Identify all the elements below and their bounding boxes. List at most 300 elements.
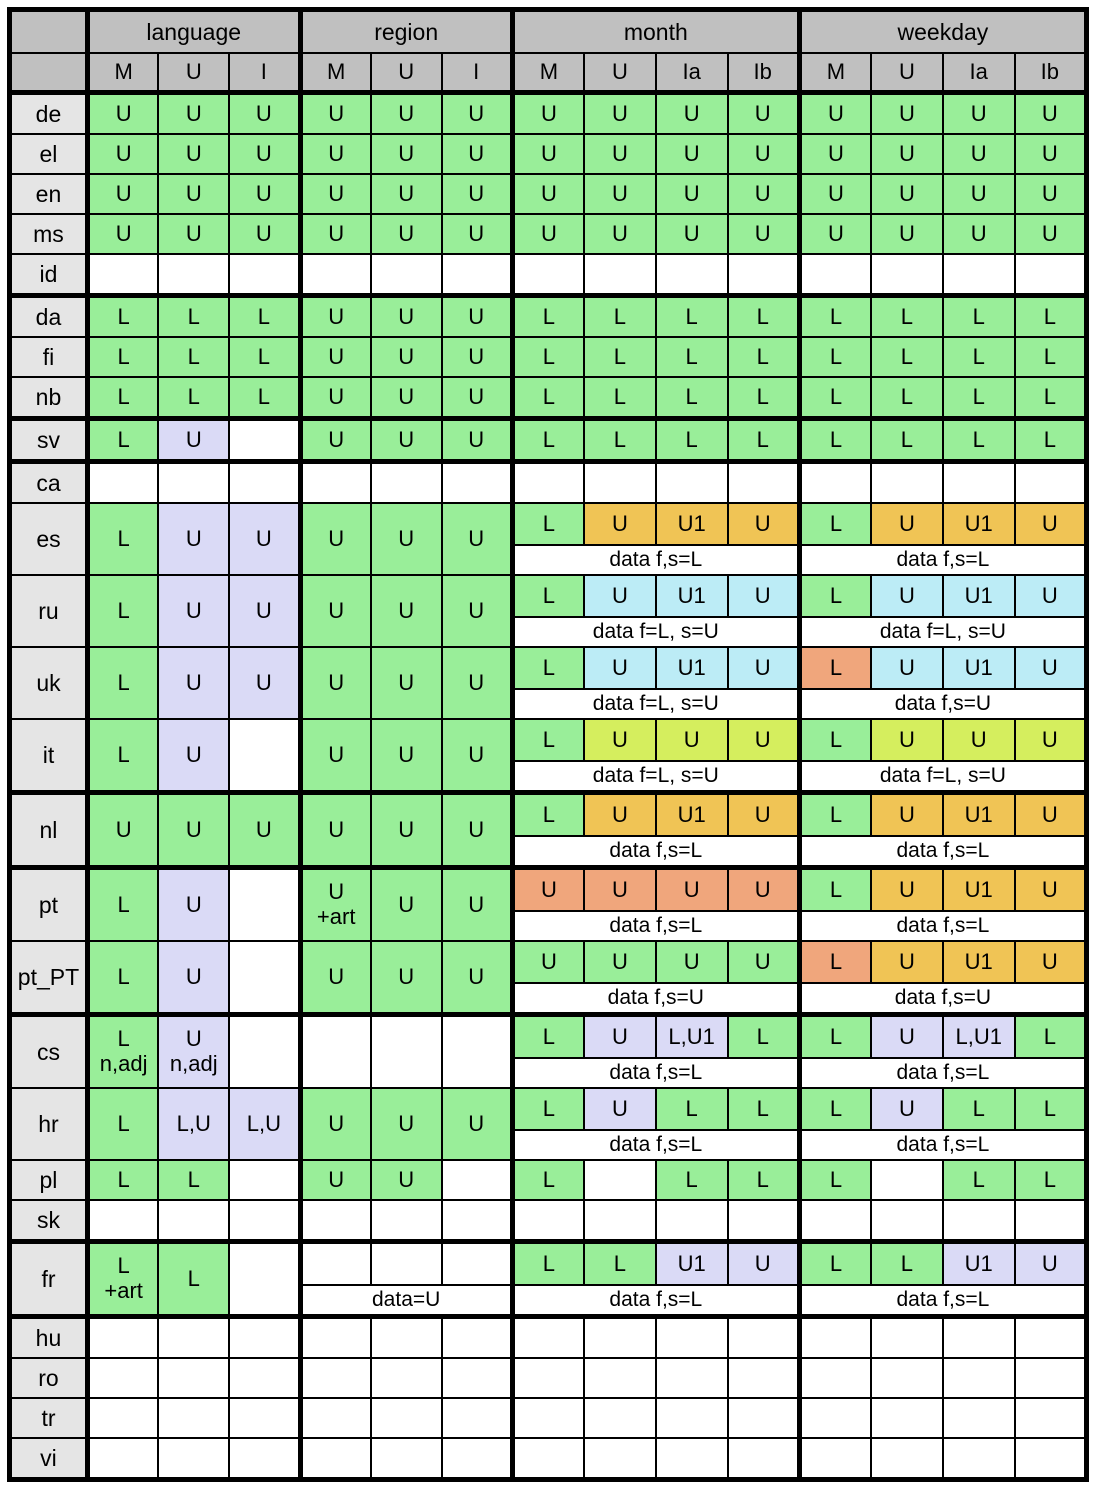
cell-ro-month-Ib xyxy=(728,1358,800,1398)
cell-el-month-Ib: U xyxy=(728,134,800,174)
cell-nl-region-I: U xyxy=(442,793,513,868)
cell-it-month-Ia: U xyxy=(656,719,728,761)
corner-cell xyxy=(10,10,88,54)
cell-da-language-U: L xyxy=(158,296,229,338)
cell-ms-month-M: U xyxy=(512,214,584,254)
cell-hu-region-I xyxy=(442,1317,513,1359)
cell-pt_PT-region-I: U xyxy=(442,941,513,1015)
note-hr-weekday: data f,s=L xyxy=(799,1130,1086,1160)
cell-el-language-I: U xyxy=(229,134,300,174)
cell-pt_PT-weekday-U: U xyxy=(871,941,943,983)
cell-pl-month-Ia: L xyxy=(656,1160,728,1200)
cell-da-month-M: L xyxy=(512,296,584,338)
col-header-language-M: M xyxy=(87,53,158,93)
cell-sv-weekday-Ib: L xyxy=(1015,419,1087,462)
table-row-fr xyxy=(10,1242,1087,1286)
group-header-language: language xyxy=(87,10,300,54)
cell-ru-weekday-Ib: U xyxy=(1015,575,1087,617)
table-row-ro xyxy=(10,1358,1087,1398)
note-fr-weekday: data f,s=L xyxy=(799,1285,1086,1317)
note-fr-month: data f,s=L xyxy=(512,1285,799,1317)
cell-uk-month-Ib: U xyxy=(728,647,800,689)
cell-pt_PT-weekday-M: L xyxy=(799,941,871,983)
cell-nb-language-I: L xyxy=(229,377,300,419)
cell-uk-month-U: U xyxy=(584,647,656,689)
col-header-weekday-M: M xyxy=(799,53,871,93)
cell-fi-language-U: L xyxy=(158,337,229,377)
cell-id-month-M xyxy=(512,254,584,296)
cell-ro-language-M xyxy=(87,1358,158,1398)
cell-nb-weekday-Ib: L xyxy=(1015,377,1087,419)
col-header-region-U: U xyxy=(371,53,442,93)
cell-pt-weekday-M: L xyxy=(799,868,871,912)
cell-fi-weekday-Ia: L xyxy=(943,337,1015,377)
cell-it-month-U: U xyxy=(584,719,656,761)
cell-hu-month-M xyxy=(512,1317,584,1359)
cell-uk-weekday-M: L xyxy=(799,647,871,689)
cell-fr-weekday-U: L xyxy=(871,1242,943,1286)
cell-da-month-Ib: L xyxy=(728,296,800,338)
cell-fr-weekday-Ib: U xyxy=(1015,1242,1087,1286)
cell-en-month-U: U xyxy=(584,174,656,214)
cell-sv-month-Ib: L xyxy=(728,419,800,462)
cell-ro-weekday-Ib xyxy=(1015,1358,1087,1398)
cell-vi-region-U xyxy=(371,1438,442,1480)
cell-hr-month-Ib: L xyxy=(728,1088,800,1130)
cell-es-month-M: L xyxy=(512,503,584,545)
cell-sv-language-U: U xyxy=(158,419,229,462)
cell-it-weekday-U: U xyxy=(871,719,943,761)
cell-ru-month-M: L xyxy=(512,575,584,617)
cell-de-language-U: U xyxy=(158,93,229,135)
cell-sv-weekday-U: L xyxy=(871,419,943,462)
cell-fr-region-U xyxy=(371,1242,442,1286)
cell-sk-weekday-Ia xyxy=(943,1200,1015,1242)
cell-pt-language-U: U xyxy=(158,868,229,942)
cell-pt_PT-language-I xyxy=(229,941,300,1015)
cell-it-month-M: L xyxy=(512,719,584,761)
cell-de-region-M: U xyxy=(300,93,371,135)
cell-el-region-U: U xyxy=(371,134,442,174)
cell-it-month-Ib: U xyxy=(728,719,800,761)
cell-it-region-U: U xyxy=(371,719,442,793)
col-header-weekday-Ia: Ia xyxy=(943,53,1015,93)
cell-fr-month-M: L xyxy=(512,1242,584,1286)
note-fr-region: data=U xyxy=(300,1285,512,1317)
cell-uk-weekday-Ia: U1 xyxy=(943,647,1015,689)
cell-ru-region-I: U xyxy=(442,575,513,647)
cell-de-month-M: U xyxy=(512,93,584,135)
cell-ca-weekday-Ia xyxy=(943,462,1015,504)
cell-id-region-M xyxy=(300,254,371,296)
cell-en-region-U: U xyxy=(371,174,442,214)
group-header-month: month xyxy=(512,10,799,54)
language-format-matrix xyxy=(7,7,1089,1482)
cell-fi-weekday-M: L xyxy=(799,337,871,377)
cell-el-month-M: U xyxy=(512,134,584,174)
cell-sk-region-M xyxy=(300,1200,371,1242)
cell-fr-month-Ia: U1 xyxy=(656,1242,728,1286)
cell-ca-language-I xyxy=(229,462,300,504)
cell-vi-weekday-Ia xyxy=(943,1438,1015,1480)
cell-fi-month-M: L xyxy=(512,337,584,377)
cell-pt-weekday-U: U xyxy=(871,868,943,912)
cell-vi-month-Ia xyxy=(656,1438,728,1480)
note-it-weekday: data f=L, s=U xyxy=(799,761,1086,793)
cell-ms-region-U: U xyxy=(371,214,442,254)
cell-ro-language-U xyxy=(158,1358,229,1398)
cell-el-language-U: U xyxy=(158,134,229,174)
cell-el-region-M: U xyxy=(300,134,371,174)
cell-fr-month-U: L xyxy=(584,1242,656,1286)
cell-sv-month-M: L xyxy=(512,419,584,462)
row-label-sk: sk xyxy=(10,1200,88,1242)
cell-hr-month-M: L xyxy=(512,1088,584,1130)
cell-fr-weekday-Ia: U1 xyxy=(943,1242,1015,1286)
col-header-month-M: M xyxy=(512,53,584,93)
cell-fi-month-Ib: L xyxy=(728,337,800,377)
cell-uk-month-M: L xyxy=(512,647,584,689)
table-row-fi xyxy=(10,337,1087,377)
cell-de-month-U: U xyxy=(584,93,656,135)
cell-id-weekday-Ib xyxy=(1015,254,1087,296)
row-label-nb: nb xyxy=(10,377,88,419)
cell-hu-weekday-Ia xyxy=(943,1317,1015,1359)
cell-da-weekday-U: L xyxy=(871,296,943,338)
cell-es-month-U: U xyxy=(584,503,656,545)
cell-es-weekday-M: L xyxy=(799,503,871,545)
cell-cs-region-I xyxy=(442,1015,513,1089)
cell-en-language-M: U xyxy=(87,174,158,214)
cell-ms-language-U: U xyxy=(158,214,229,254)
cell-id-month-U xyxy=(584,254,656,296)
cell-pl-region-I xyxy=(442,1160,513,1200)
cell-cs-weekday-Ia: L,U1 xyxy=(943,1015,1015,1059)
cell-es-month-Ib: U xyxy=(728,503,800,545)
cell-es-region-U: U xyxy=(371,503,442,575)
cell-pt-month-M: U xyxy=(512,868,584,912)
cell-sk-language-M xyxy=(87,1200,158,1242)
table-row-cs xyxy=(10,1015,1087,1059)
table-row-it xyxy=(10,719,1087,761)
cell-hu-weekday-Ib xyxy=(1015,1317,1087,1359)
cell-sk-language-I xyxy=(229,1200,300,1242)
cell-pl-month-U xyxy=(584,1160,656,1200)
row-label-de: de xyxy=(10,93,88,135)
table-row-tr xyxy=(10,1398,1087,1438)
cell-pl-weekday-Ia: L xyxy=(943,1160,1015,1200)
row-label-it: it xyxy=(10,719,88,793)
row-label-fi: fi xyxy=(10,337,88,377)
row-label-en: en xyxy=(10,174,88,214)
cell-fr-region-I xyxy=(442,1242,513,1286)
cell-cs-language-I xyxy=(229,1015,300,1089)
cell-hr-region-M: U xyxy=(300,1088,371,1160)
table-row-sv xyxy=(10,419,1087,462)
cell-cs-month-U: U xyxy=(584,1015,656,1059)
table-row-nb xyxy=(10,377,1087,419)
cell-cs-language-U: U n,adj xyxy=(158,1015,229,1089)
cell-sv-language-I xyxy=(229,419,300,462)
cell-de-weekday-Ib: U xyxy=(1015,93,1087,135)
cell-fi-region-M: U xyxy=(300,337,371,377)
cell-ro-region-U xyxy=(371,1358,442,1398)
cell-tr-region-U xyxy=(371,1398,442,1438)
cell-pt_PT-month-M: U xyxy=(512,941,584,983)
cell-pl-region-U: U xyxy=(371,1160,442,1200)
cell-el-weekday-Ib: U xyxy=(1015,134,1087,174)
cell-ca-month-M xyxy=(512,462,584,504)
table-row-uk xyxy=(10,647,1087,689)
table-row-hu xyxy=(10,1317,1087,1359)
cell-tr-weekday-Ia xyxy=(943,1398,1015,1438)
cell-fr-region-M xyxy=(300,1242,371,1286)
cell-hr-language-U: L,U xyxy=(158,1088,229,1160)
cell-it-weekday-Ia: U xyxy=(943,719,1015,761)
cell-pt_PT-weekday-Ib: U xyxy=(1015,941,1087,983)
cell-sv-month-U: L xyxy=(584,419,656,462)
cell-ru-region-U: U xyxy=(371,575,442,647)
cell-tr-month-M xyxy=(512,1398,584,1438)
cell-it-language-U: U xyxy=(158,719,229,793)
cell-pt-region-M: U +art xyxy=(300,868,371,942)
table-row-ru xyxy=(10,575,1087,617)
cell-nb-language-M: L xyxy=(87,377,158,419)
cell-id-weekday-Ia xyxy=(943,254,1015,296)
note-pt_PT-weekday: data f,s=U xyxy=(799,983,1086,1015)
note-pt_PT-month: data f,s=U xyxy=(512,983,799,1015)
cell-es-month-Ia: U1 xyxy=(656,503,728,545)
note-pt-month: data f,s=L xyxy=(512,911,799,941)
cell-cs-month-Ib: L xyxy=(728,1015,800,1059)
cell-ca-month-Ib xyxy=(728,462,800,504)
cell-pt-weekday-Ia: U1 xyxy=(943,868,1015,912)
cell-ca-weekday-M xyxy=(799,462,871,504)
cell-es-language-I: U xyxy=(229,503,300,575)
cell-id-language-M xyxy=(87,254,158,296)
row-label-el: el xyxy=(10,134,88,174)
cell-ro-language-I xyxy=(229,1358,300,1398)
row-label-uk: uk xyxy=(10,647,88,719)
cell-ro-month-Ia xyxy=(656,1358,728,1398)
cell-it-region-M: U xyxy=(300,719,371,793)
cell-fi-region-I: U xyxy=(442,337,513,377)
cell-sv-region-U: U xyxy=(371,419,442,462)
cell-da-region-M: U xyxy=(300,296,371,338)
cell-uk-region-U: U xyxy=(371,647,442,719)
cell-da-month-Ia: L xyxy=(656,296,728,338)
cell-ms-language-M: U xyxy=(87,214,158,254)
cell-fi-month-U: L xyxy=(584,337,656,377)
cell-tr-language-I xyxy=(229,1398,300,1438)
row-label-da: da xyxy=(10,296,88,338)
cell-tr-region-I xyxy=(442,1398,513,1438)
cell-sk-weekday-M xyxy=(799,1200,871,1242)
note-es-month: data f,s=L xyxy=(512,545,799,575)
cell-en-language-I: U xyxy=(229,174,300,214)
cell-ro-weekday-M xyxy=(799,1358,871,1398)
cell-hu-month-Ia xyxy=(656,1317,728,1359)
col-header-weekday-Ib: Ib xyxy=(1015,53,1087,93)
cell-tr-month-Ia xyxy=(656,1398,728,1438)
note-es-weekday: data f,s=L xyxy=(799,545,1086,575)
cell-vi-region-I xyxy=(442,1438,513,1480)
group-header-weekday: weekday xyxy=(799,10,1086,54)
cell-uk-weekday-Ib: U xyxy=(1015,647,1087,689)
cell-pt-month-U: U xyxy=(584,868,656,912)
cell-cs-weekday-U: U xyxy=(871,1015,943,1059)
cell-es-language-M: L xyxy=(87,503,158,575)
cell-fr-language-M: L +art xyxy=(87,1242,158,1317)
cell-fr-language-I xyxy=(229,1242,300,1317)
row-label-ru: ru xyxy=(10,575,88,647)
cell-id-month-Ia xyxy=(656,254,728,296)
cell-vi-month-M xyxy=(512,1438,584,1480)
cell-de-weekday-U: U xyxy=(871,93,943,135)
cell-el-month-Ia: U xyxy=(656,134,728,174)
cell-en-month-Ia: U xyxy=(656,174,728,214)
cell-tr-region-M xyxy=(300,1398,371,1438)
row-label-hr: hr xyxy=(10,1088,88,1160)
cell-da-weekday-Ib: L xyxy=(1015,296,1087,338)
cell-ms-month-Ib: U xyxy=(728,214,800,254)
cell-tr-weekday-M xyxy=(799,1398,871,1438)
cell-pt_PT-month-U: U xyxy=(584,941,656,983)
cell-cs-region-M xyxy=(300,1015,371,1089)
cell-hu-language-M xyxy=(87,1317,158,1359)
col-header-month-Ib: Ib xyxy=(728,53,800,93)
table-row-el xyxy=(10,134,1087,174)
row-label-pt: pt xyxy=(10,868,88,942)
cell-hu-weekday-M xyxy=(799,1317,871,1359)
cell-ms-weekday-Ib: U xyxy=(1015,214,1087,254)
cell-pt-weekday-Ib: U xyxy=(1015,868,1087,912)
cell-el-region-I: U xyxy=(442,134,513,174)
cell-hu-language-I xyxy=(229,1317,300,1359)
table-row-de xyxy=(10,93,1087,135)
col-header-weekday-U: U xyxy=(871,53,943,93)
cell-vi-weekday-M xyxy=(799,1438,871,1480)
cell-ca-language-U xyxy=(158,462,229,504)
cell-ro-weekday-U xyxy=(871,1358,943,1398)
cell-el-language-M: U xyxy=(87,134,158,174)
cell-nl-month-M: L xyxy=(512,793,584,837)
row-label-ms: ms xyxy=(10,214,88,254)
cell-ca-month-Ia xyxy=(656,462,728,504)
table-row-pl xyxy=(10,1160,1087,1200)
cell-sk-month-U xyxy=(584,1200,656,1242)
cell-pl-language-U: L xyxy=(158,1160,229,1200)
cell-pt-region-I: U xyxy=(442,868,513,942)
table-row-sk xyxy=(10,1200,1087,1242)
cell-sk-language-U xyxy=(158,1200,229,1242)
cell-da-region-U: U xyxy=(371,296,442,338)
cell-ms-weekday-M: U xyxy=(799,214,871,254)
table-row-ca xyxy=(10,462,1087,504)
cell-sv-weekday-Ia: L xyxy=(943,419,1015,462)
row-label-sv: sv xyxy=(10,419,88,462)
cell-en-region-I: U xyxy=(442,174,513,214)
cell-de-language-I: U xyxy=(229,93,300,135)
cell-el-weekday-M: U xyxy=(799,134,871,174)
cell-fi-weekday-U: L xyxy=(871,337,943,377)
cell-id-region-U xyxy=(371,254,442,296)
cell-nl-region-M: U xyxy=(300,793,371,868)
cell-pl-weekday-Ib: L xyxy=(1015,1160,1087,1200)
cell-en-month-M: U xyxy=(512,174,584,214)
cell-tr-weekday-U xyxy=(871,1398,943,1438)
row-label-ro: ro xyxy=(10,1358,88,1398)
cell-vi-language-U xyxy=(158,1438,229,1480)
cell-hr-region-U: U xyxy=(371,1088,442,1160)
cell-ru-weekday-Ia: U1 xyxy=(943,575,1015,617)
note-it-month: data f=L, s=U xyxy=(512,761,799,793)
cell-hr-language-I: L,U xyxy=(229,1088,300,1160)
cell-sk-region-U xyxy=(371,1200,442,1242)
cell-sk-month-M xyxy=(512,1200,584,1242)
cell-ro-region-I xyxy=(442,1358,513,1398)
col-header-region-M: M xyxy=(300,53,371,93)
cell-pl-weekday-U xyxy=(871,1160,943,1200)
cell-nb-region-M: U xyxy=(300,377,371,419)
cell-de-month-Ib: U xyxy=(728,93,800,135)
cell-en-weekday-U: U xyxy=(871,174,943,214)
table-row-pt xyxy=(10,868,1087,912)
cell-cs-month-M: L xyxy=(512,1015,584,1059)
cell-pl-month-Ib: L xyxy=(728,1160,800,1200)
cell-ro-month-U xyxy=(584,1358,656,1398)
cell-uk-region-I: U xyxy=(442,647,513,719)
cell-pl-weekday-M: L xyxy=(799,1160,871,1200)
cell-pt_PT-language-U: U xyxy=(158,941,229,1015)
cell-tr-month-U xyxy=(584,1398,656,1438)
cell-vi-language-M xyxy=(87,1438,158,1480)
cell-sk-weekday-U xyxy=(871,1200,943,1242)
cell-fr-weekday-M: L xyxy=(799,1242,871,1286)
row-label-pt_PT: pt_PT xyxy=(10,941,88,1015)
cell-el-weekday-Ia: U xyxy=(943,134,1015,174)
row-label-cs: cs xyxy=(10,1015,88,1089)
cell-it-language-M: L xyxy=(87,719,158,793)
col-header-language-I: I xyxy=(229,53,300,93)
cell-ru-region-M: U xyxy=(300,575,371,647)
cell-hr-language-M: L xyxy=(87,1088,158,1160)
cell-id-month-Ib xyxy=(728,254,800,296)
cell-hu-language-U xyxy=(158,1317,229,1359)
cell-hr-region-I: U xyxy=(442,1088,513,1160)
cell-pt-language-I xyxy=(229,868,300,942)
cell-nl-language-U: U xyxy=(158,793,229,868)
cell-id-region-I xyxy=(442,254,513,296)
cell-id-weekday-M xyxy=(799,254,871,296)
cell-ru-month-Ib: U xyxy=(728,575,800,617)
cell-ms-language-I: U xyxy=(229,214,300,254)
cell-pt-month-Ib: U xyxy=(728,868,800,912)
cell-ru-weekday-M: L xyxy=(799,575,871,617)
row-label-pl: pl xyxy=(10,1160,88,1200)
cell-en-weekday-M: U xyxy=(799,174,871,214)
cell-hr-weekday-U: U xyxy=(871,1088,943,1130)
cell-it-weekday-M: L xyxy=(799,719,871,761)
table-row-nl xyxy=(10,793,1087,837)
row-label-id: id xyxy=(10,254,88,296)
col-header-region-I: I xyxy=(442,53,513,93)
cell-hu-region-U xyxy=(371,1317,442,1359)
cell-nb-weekday-U: L xyxy=(871,377,943,419)
row-label-vi: vi xyxy=(10,1438,88,1480)
cell-tr-language-U xyxy=(158,1398,229,1438)
cell-pt-month-Ia: U xyxy=(656,868,728,912)
